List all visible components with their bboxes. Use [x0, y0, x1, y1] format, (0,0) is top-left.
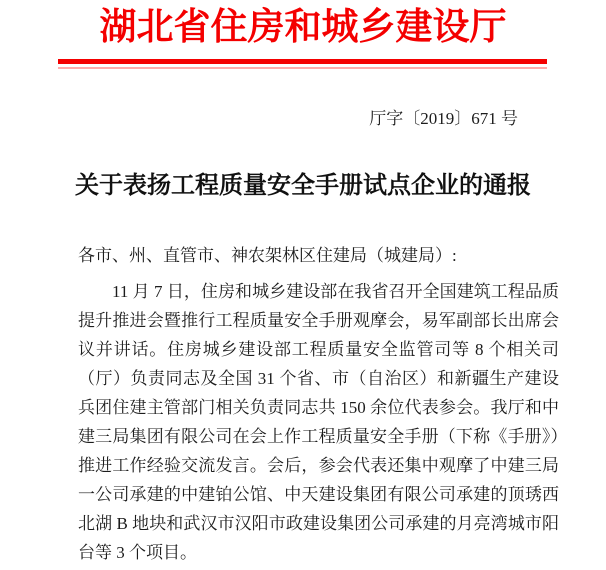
- document-number: 厅字〔2019〕671 号: [369, 109, 518, 128]
- body-paragraph: 11 月 7 日，住房和城乡建设部在我省召开全国建筑工程品质提升推进会暨推行工程质量安全手册观摩会，易军副部长出席会议并讲话。住房城乡建设部工程质量安全监管司等 8 个相关司（厅）负责同志及全国 31 个省、市（自治区）和新疆生产建设兵团住建主管部门相关负责同志共 150 余位代表参会。我厅和中建三局集团有限公司在会上作工程质量安全手册（下称《手册》）推进工作经验交流发言。会后，参会代表还集中观摩了中建三局一公司承建的中建铂公馆、中天建设集团有限公司承建的顶琇西北湖 B 地块和武汉市汉阳市政建设集团公司承建的月亮湾城市阳台等 3 个项目。: [78, 282, 559, 562]
- document-title: 关于表扬工程质量安全手册试点企业的通报: [75, 173, 531, 199]
- addressee-line: 各市、州、直管市、神农架林区住建局（城建局）:: [78, 246, 457, 265]
- red-header-rule-thick: [58, 59, 547, 64]
- red-header-rule-thin: [58, 67, 547, 69]
- agency-header-title: 湖北省住房和城乡建设厅: [99, 7, 507, 48]
